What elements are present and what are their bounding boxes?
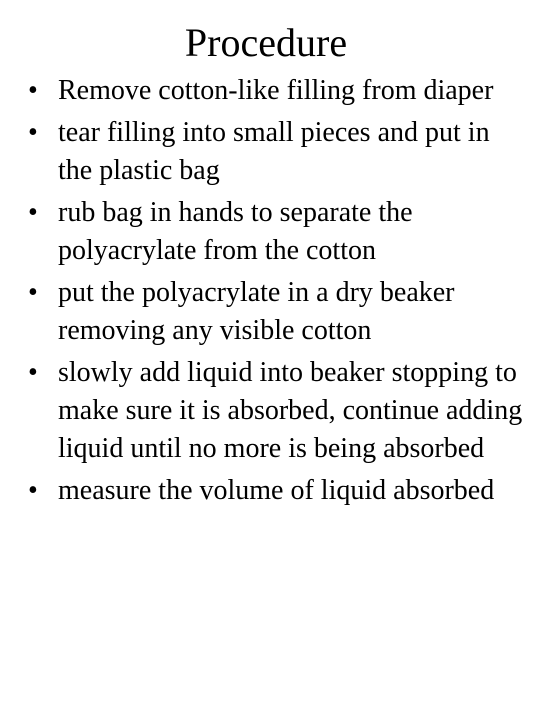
slide-title: Procedure <box>184 20 348 65</box>
bullet-item <box>28 274 528 350</box>
bullet-icon: • <box>28 277 38 308</box>
bullet-list <box>28 72 528 514</box>
bullet-item <box>28 114 528 190</box>
bullet-item <box>28 354 528 468</box>
bullet-item <box>28 194 528 270</box>
bullet-item <box>28 472 528 510</box>
bullet-item <box>28 72 528 110</box>
bullet-text: slowly add liquid into beaker stopping to make sure it is absorbed, continue adding liquid until no more is being absorbed <box>58 357 523 464</box>
bullet-text: measure the volume of liquid absorbed <box>58 475 495 506</box>
bullet-icon: • <box>28 117 38 148</box>
bullet-text: put the polyacrylate in a dry beaker removing any visible cotton <box>58 277 455 346</box>
bullet-text: rub bag in hands to separate the polyacrylate from the cotton <box>58 197 413 266</box>
bullet-text: tear filling into small pieces and put in the plastic bag <box>58 117 490 186</box>
bullet-icon: • <box>28 197 38 228</box>
bullet-text: Remove cotton-like filling from diaper <box>58 75 494 106</box>
bullet-icon: • <box>28 357 38 388</box>
bullet-icon: • <box>28 475 38 506</box>
bullet-icon: • <box>28 75 38 106</box>
